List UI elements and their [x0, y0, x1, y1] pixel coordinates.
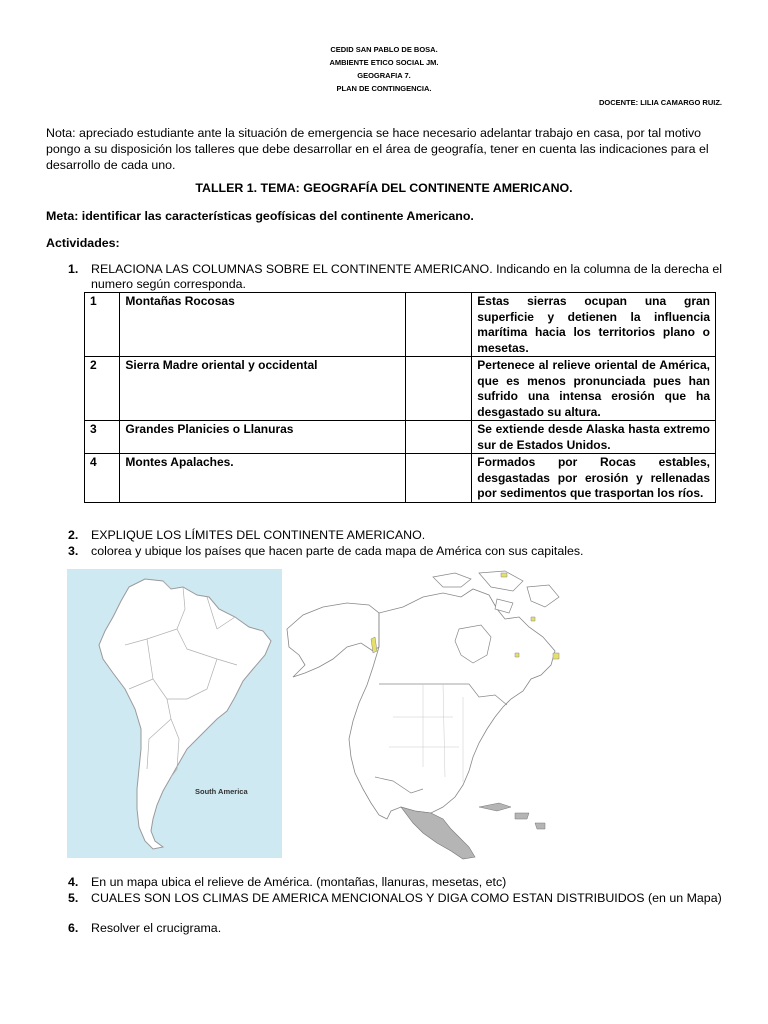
row-answer-cell[interactable]	[405, 421, 472, 454]
activity-number: 4.	[68, 875, 79, 889]
table-row	[85, 293, 716, 357]
row-name: Montañas Rocosas	[120, 293, 405, 357]
taller-title: TALLER 1. TEMA: GEOGRAFÍA DEL CONTINENTE AMERICANO.	[195, 181, 573, 195]
table-row	[85, 421, 716, 454]
table-row	[85, 454, 716, 503]
row-answer-cell[interactable]	[405, 357, 472, 421]
activity-text: Resolver el crucigrama.	[91, 921, 222, 935]
row-description: Pertenece al relieve oriental de América, que es menos pronunciada pues han sufrido una intensa erosión que ha desgastado su altura.	[472, 357, 716, 421]
meta-line: Meta: identificar las características geofísicas del continente Americano.	[46, 209, 474, 223]
activity-text: EXPLIQUE LOS LÍMITES DEL CONTINENTE AMERICANO.	[91, 528, 426, 542]
row-answer-cell[interactable]	[405, 454, 472, 503]
row-name: Sierra Madre oriental y occidental	[120, 357, 405, 421]
table-row	[85, 357, 716, 421]
header-ambiente: AMBIENTE ETICO SOCIAL JM.	[329, 58, 439, 67]
row-description: Estas sierras ocupan una gran superficie y detienen la influencia marítima hacia los territorios plano o mesetas.	[472, 293, 716, 357]
header-subject: GEOGRAFIA 7.	[357, 71, 411, 80]
header-docente: DOCENTE: LILIA CAMARGO RUIZ.	[598, 98, 722, 107]
activity-number: 3.	[68, 544, 79, 558]
south-america-label: South America	[195, 787, 248, 796]
north-america-map	[283, 567, 566, 864]
row-name: Grandes Planicies o Llanuras	[120, 421, 405, 454]
south-america-map-drawing	[67, 569, 282, 858]
nota-paragraph: Nota: apreciado estudiante ante la situación de emergencia se hace necesario adelantar trabajo en casa, por tal motivo pongo a su disposición los talleres que debe desarrollar en el área de geografía, tener en cuenta las indicaciones para el desarrollo de cada uno.	[46, 126, 709, 172]
header-plan: PLAN DE CONTINGENCIA.	[336, 84, 432, 93]
activity-text: colorea y ubique los países que hacen parte de cada mapa de América con sus capitales.	[91, 544, 584, 558]
activity-text: CUALES SON LOS CLIMAS DE AMERICA MENCIONALOS Y DIGA COMO ESTAN DISTRIBUIDOS (en un Mapa)	[91, 891, 722, 905]
row-description: Formados por Rocas estables, desgastadas por erosión y rellenadas por sedimentos que trasportan los ríos.	[472, 454, 716, 503]
north-america-map-drawing	[283, 567, 566, 864]
header-school: CEDID SAN PABLO DE BOSA.	[330, 45, 438, 54]
row-answer-cell[interactable]	[405, 293, 472, 357]
row-name: Montes Apalaches.	[120, 454, 405, 503]
row-number: 4	[85, 454, 120, 503]
activity-text: RELACIONA LAS COLUMNAS SOBRE EL CONTINENTE AMERICANO. Indicando en la columna de la derecha el numero según corresponda.	[91, 262, 723, 291]
south-america-map	[67, 569, 282, 858]
row-number: 1	[85, 293, 120, 357]
activity-number: 2.	[68, 528, 79, 542]
row-description: Se extiende desde Alaska hasta extremo sur de Estados Unidos.	[472, 421, 716, 454]
actividades-heading: Actividades:	[46, 236, 120, 250]
row-number: 2	[85, 357, 120, 421]
activity-number: 1.	[68, 262, 79, 276]
activity-number: 6.	[68, 921, 79, 935]
activity-number: 5.	[68, 891, 79, 905]
row-number: 3	[85, 421, 120, 454]
relation-table	[84, 292, 716, 503]
activity-text: En un mapa ubica el relieve de América. (montañas, llanuras, mesetas, etc)	[91, 875, 507, 889]
